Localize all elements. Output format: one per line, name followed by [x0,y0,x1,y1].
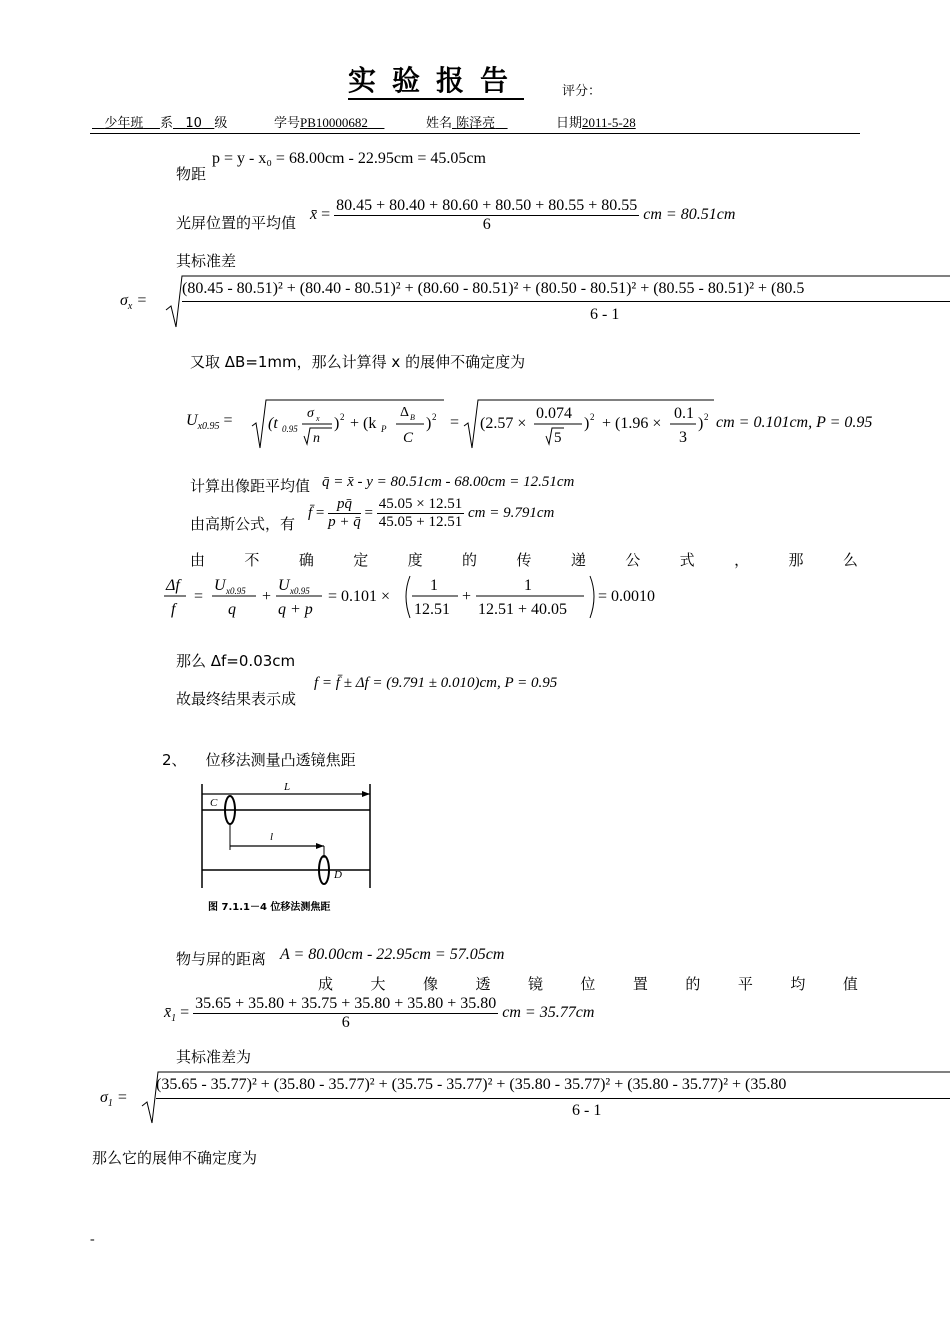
svg-text:2: 2 [704,412,709,422]
svg-text:(2.57 ×: (2.57 × [480,415,527,432]
image-distance-formula: q̄ = x̄ - y = 80.51cm - 68.00cm = 12.51cm [322,474,575,490]
svg-text:Δf: Δf [166,577,180,594]
big-image-line: 成 大 像 透 镜 位 置 的 平 均 值 [318,975,858,993]
svg-text:5: 5 [554,430,562,446]
svg-text:0.1: 0.1 [674,405,694,422]
delta-f-text: 那么 Δf=0.03cm [176,652,296,670]
x1-numerator: 35.65 + 35.80 + 35.75 + 35.80 + 35.80 + 35.80 [195,995,497,1012]
svg-text:x0.95: x0.95 [226,586,246,596]
x1-formula: $x̄_1$ = $\frac{35.65 + 35.80 + 35.75 + 35.80 + 35.80 + 35.80}{6}$ cm = 35.77cm [164,995,595,1031]
report-title: 实验报告 [348,64,524,100]
object-distance-label: 物距 [176,165,207,183]
svg-text:q: q [228,601,236,618]
x1-denominator: 6 [341,1014,350,1031]
svg-text:3: 3 [679,429,687,446]
gauss-denominator: 45.05 + 12.51 [378,514,463,530]
svg-text:2: 2 [590,412,595,422]
grade-field: 10 [185,116,202,131]
header-info [92,112,227,131]
std-fraction-bar-2 [156,1098,950,1099]
sigma-x-symbol: $\sigma_x$ = [120,292,148,313]
footer-dash: - [90,1232,95,1247]
screen-mean-numerator: 80.45 + 80.40 + 80.60 + 80.50 + 80.55 + 80.55 [336,197,638,214]
propagation-formula [162,570,682,626]
gauss-formula: f̄ = $\frac{pq̄}{p + q̄}$ = $\frac{45.05 \times 12.51}{45.05 + 12.51}$ cm = 9.791cm [308,496,555,530]
svg-text:B: B [410,413,415,422]
svg-text:12.51: 12.51 [414,601,450,618]
svg-text:C: C [403,430,414,446]
x1-result: cm = 35.77cm [502,1004,595,1022]
std-denominator-2: 6 - 1 [572,1102,602,1119]
final-label: 故最终结果表示成 [176,690,297,708]
ux-symbol: $U_{x0.95}$ = [186,412,233,433]
uncertainty-text: 那么它的展伸不确定度为 [92,1149,258,1167]
final-formula: f = f̄ ± Δf = (9.791 ± 0.010)cm, P = 0.95 [314,675,558,691]
std-label-2: 其标准差为 [176,1048,252,1066]
gauss-result: cm = 9.791cm [467,504,555,521]
grade-label: 级 [214,116,228,131]
screen-mean-formula: x̄ = $\frac{80.45 + 80.40 + 80.60 + 80.50 + 80.55 + 80.55}{6}$ cm = 80.51cm [310,197,736,233]
screen-mean-label: 光屏位置的平均值 [176,214,297,232]
svg-text:0.074: 0.074 [536,405,572,422]
std-numerator-2: (35.65 - 35.77)² + (35.80 - 35.77)² + (35.75 - 35.77)² + (35.80 - 35.77)² + (35.80 - 35.77)² + (35.80 [156,1076,787,1093]
delta-b-text: 又取 ΔB=1mm，那么计算得 x 的展伸不确定度为 [190,353,526,371]
distance-formula: A = 80.00cm - 22.95cm = 57.05cm [280,946,505,963]
label-C: C [210,797,218,809]
label-D: D [334,869,342,881]
svg-text:+ (1.96 ×: + (1.96 × [602,415,662,432]
displacement-figure [196,778,380,918]
label-L: L [284,781,291,793]
ux-result: cm = 0.101cm, P = 0.95 [716,414,873,431]
ux-sqrt-left [250,396,446,452]
svg-text:+: + [462,588,472,605]
svg-text:(t: (t [268,415,278,432]
gauss-label: 由高斯公式，有 [190,515,296,533]
score-label: 评分： [562,84,602,99]
svg-text:2: 2 [340,412,345,422]
svg-text:q + p: q + p [278,601,313,618]
svg-text:=: = [194,588,204,605]
date-group: 日期2011-5-28 [556,115,636,131]
svg-text:x0.95: x0.95 [290,586,310,596]
svg-text:+ (k: + (k [350,415,377,432]
svg-text:= 0.101 ×: = 0.101 × [328,588,391,605]
svg-text:): ) [334,415,340,432]
svg-text:): ) [584,415,590,432]
label-l: l [270,831,274,843]
svg-text:): ) [698,415,704,432]
gauss-numerator: 45.05 × 12.51 [378,496,463,512]
svg-text:0.95: 0.95 [282,424,298,434]
class-field: 少年班 [104,116,144,131]
sigma-1-symbol: $\sigma_1$ = [100,1089,128,1110]
svg-text:U: U [278,577,290,594]
screen-mean-denominator: 6 [482,216,491,233]
svg-text:n: n [313,431,320,446]
screen-mean-result: cm = 80.51cm [643,206,736,224]
header-divider [90,133,860,134]
student-id: PB10000682 [300,115,368,130]
svg-text:σ: σ [307,406,314,421]
svg-text:12.51 + 40.05: 12.51 + 40.05 [478,601,568,618]
propagation-line: 由 不 确 定 度 的 传 递 公 式 ， 那 么 [190,551,858,569]
section2-heading: 2、 位移法测量凸透镜焦距 [162,751,356,769]
report-date: 2011-5-28 [582,115,636,130]
ux-sqrt-right [462,396,720,452]
student-id-group: 学号PB10000682 [274,115,368,131]
student-name: 陈泽亮 [456,116,496,131]
dept-label: 系 [159,116,173,131]
svg-text:x: x [316,414,320,423]
svg-text:f: f [171,601,176,618]
image-distance-label: 计算出像距平均值 [190,477,311,495]
svg-text:): ) [426,415,432,432]
svg-text:U: U [214,577,226,594]
std-fraction-bar [182,301,950,302]
svg-text:P: P [381,424,387,434]
std-denominator: 6 - 1 [590,306,620,323]
distance-label: 物与屏的距离 [176,950,267,968]
name-group: 姓名 陈泽亮 [426,116,496,131]
object-distance-formula: p = y - x₀ = 68.00cm - 22.95cm = 45.05cm [212,150,486,167]
svg-text:1: 1 [524,577,532,594]
svg-text:2: 2 [432,412,437,422]
svg-text:1: 1 [430,577,438,594]
figure-caption: 图 7.1.1－4 位移法测焦距 [208,902,331,913]
propagation-result: = 0.0010 [598,588,656,605]
std-label: 其标准差 [176,252,237,270]
svg-text:Δ: Δ [400,405,410,420]
svg-text:+: + [262,588,272,605]
std-numerator: (80.45 - 80.51)² + (80.40 - 80.51)² + (80.60 - 80.51)² + (80.50 - 80.51)² + (80.55 - 80.51)² + (80.5 [182,280,805,297]
